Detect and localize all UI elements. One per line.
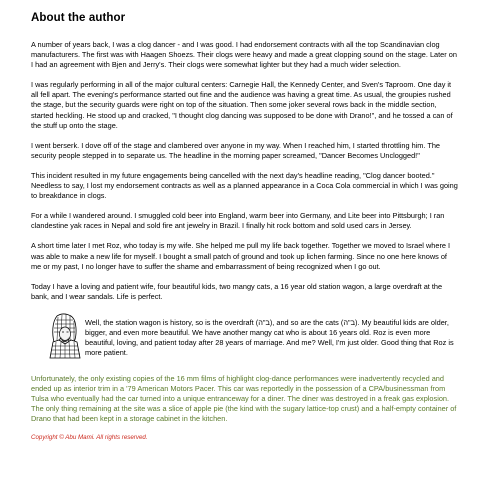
paragraph-berserk: I went berserk. I dove off of the stage and clambered over anyone in my way. When I reached him, I started throttling him. The security people stepped in to separate us. The headline in the morning paper screamed, "Dancer Becomes Unclogged!" <box>31 140 441 160</box>
page-title: About the author <box>31 12 126 24</box>
paragraph-performances: I was regularly performing in all of the major cultural centers: Carnegie Hall, the Kennedy Center, and Sven's Taproom. One day it all fell apart. The evening's performance started out fine and the audience was having a great time. As usual, the groupies rushed the stage, but the security guards were right on top of the situation. Then some joker several rows back in the middle section, started heckling. He stood up and cracked, "I thought clog dancing was supposed to be done with Drano!", and he tossed a can of the stuff up onto the stage. <box>31 80 453 130</box>
author-update-note: Well, the station wagon is history, so is the overdraft (ב"ה), and so are the cats (ב"ה). My beautiful kids are older, bigger, and even more beautiful. We have another mangy cat who is about 16 years old. Roz is even more beautiful, loving, and patient today after 28 years of marriage. And me? Well, I'm just older. Good thing that Roz is more patient. <box>85 317 454 358</box>
postscript-paragraph: Unfortunately, the only existing copies of the 16 mm films of highlight clog-dance performances were inadvertently recycled and ended up as interior trim in a '79 American Motors Pacer. This car was reportedly in the possession of a CPA/businessman from Tulsa who eventually had the car turned into a unique entranceway for a diner. The diner was destroyed in a freak gas explosion. The only thing remaining at the site was a slice of apple pie (the kind with the sugary lattice-top crust) and a half-empty container of Drano that had been kept in a storage cabinet in the kitchen. <box>31 373 457 424</box>
paragraph-life-perfect: Today I have a loving and patient wife, four beautiful kids, two mangy cats, a 16 year old station wagon, a large overdraft at the bank, and I wear sandals. Life is perfect. <box>31 281 443 301</box>
author-portrait-icon <box>47 312 81 360</box>
paragraph-wandering: For a while I wandered around. I smuggled cold beer into England, warm beer into Germany, and Lite beer into Pittsburgh; I ran clandestine yak races in Nepal and sold fire ant jewelry in Brazil. I finally hit rock bottom and sold used cars in Jersey. <box>31 211 445 231</box>
copyright-notice: Copyright © Abu Mami. All rights reserved. <box>31 434 148 442</box>
paragraph-cancelled: This incident resulted in my future engagements being cancelled with the next day's headline reading, "Clog dancer booted." Needless to say, I lost my endorsement contracts as well as a planned appearance in a Coca Cola commercial in which I was going to breakdance in clogs. <box>31 170 458 201</box>
paragraph-clog-dancer: A number of years back, I was a clog dancer - and I was good. I had endorsement contracts with all the top Scandinavian clog manufacturers. The first was with Haagen Shoezs. Their clogs were heavy and made a great clopping sound on the stage. Later on I had an agreement with Bjen and Jerry's. Their clogs were somewhat lighter but they had a much wider selection. <box>31 40 457 70</box>
paragraph-met-roz: A short time later I met Roz, who today is my wife. She helped me pull my life back together. Together we moved to Israel where I was able to make a new life for myself. I bought a small patch of ground and took up lichen farming. Since no one here knows of me or my past, I no longer have to suffer the shame and embarrassment of being recognized when I go out. <box>31 241 451 271</box>
article-body <box>31 40 459 441</box>
author-note-row <box>31 312 459 360</box>
